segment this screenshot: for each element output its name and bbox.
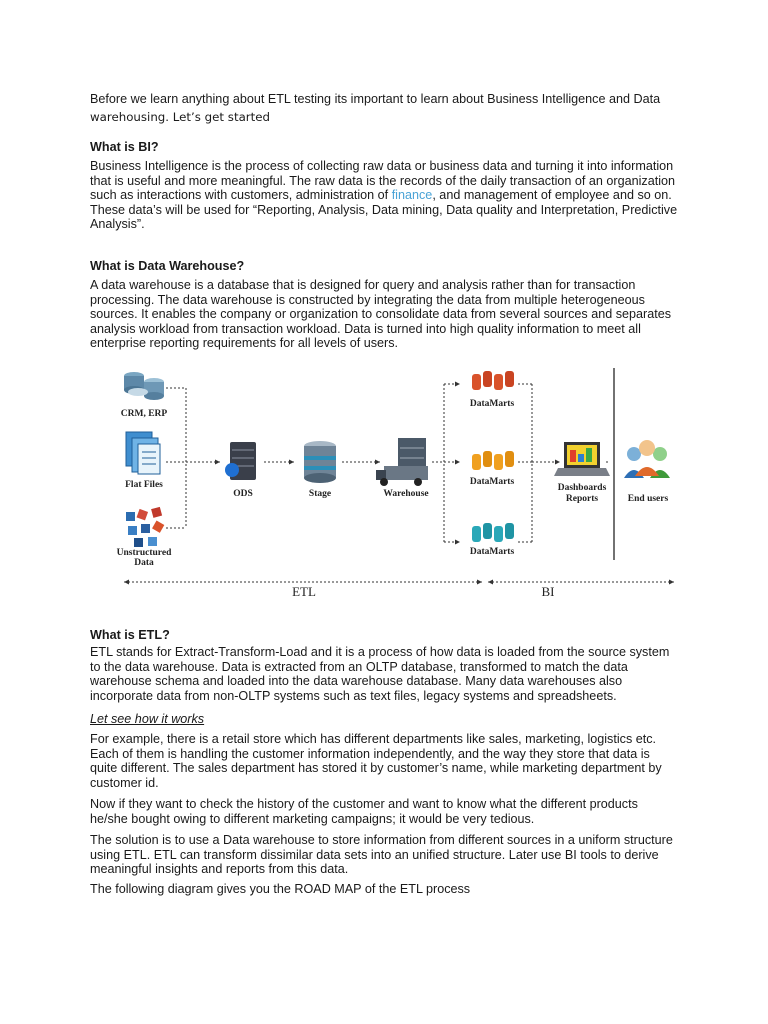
source-label-flat-files: Flat Files — [125, 480, 163, 490]
how-it-works-link[interactable]: Let see how it works — [90, 712, 205, 726]
history-paragraph: Now if they want to check the history of the customer and want to know what the different products he/she bought owing to different marketing campaigns; it would be very tedious. — [90, 797, 638, 826]
bi-text-1: Business Intelligence is the process of collecting raw data or business data and turning it into information that is useful and more meaningful. The raw data is the records of the daily transaction of an organization such as interactions with customers, administration of — [90, 159, 676, 202]
finance-link[interactable]: finance — [391, 188, 433, 202]
source-connectors — [166, 388, 186, 528]
dw-heading: What is Data Warehouse? — [90, 259, 245, 273]
reports-label-line-2: Reports — [565, 494, 599, 504]
datamart-teal-icon — [472, 523, 514, 542]
bi-paragraph — [90, 159, 680, 232]
datamart-red-icon — [472, 371, 514, 390]
intro-line-2: warehousing. Let’s get started — [90, 109, 271, 124]
etl-scale-label: ETL — [292, 584, 316, 599]
flat-files-icon — [126, 432, 160, 474]
datamart-label-3: DataMarts — [469, 547, 515, 557]
bi-heading: What is BI? — [90, 140, 159, 154]
dw-paragraph: A data warehouse is a database that is designed for query and analysis rather than for transaction processing. The data warehouse is constructed by integrating the data from multiple heterogeneous sources. It enables the company or organization to consolidate data from several sources and separates analysis workload from transaction workload. Data is turned into high quality information to meet all enterprise reporting requirements for all levels of users. — [90, 278, 672, 350]
source-label-crm: CRM, ERP — [120, 409, 168, 419]
etl-diagram — [108, 362, 680, 602]
bi-scale-label: BI — [541, 584, 555, 599]
stage-label-warehouse: Warehouse — [383, 489, 429, 499]
datamart-orange-icon — [472, 451, 514, 470]
end-users-label: End users — [627, 494, 669, 504]
datamart-label-1: DataMarts — [469, 399, 515, 409]
etl-paragraph: ETL stands for Extract-Transform-Load and it is a process of how data is loaded from the source system to the data warehouse. Data is extracted from an OLTP database, transformed to match the data warehouse schema and loaded into the data warehouse database. Many data warehouses also incorporate data from non-OLTP systems such as text files, legacy systems and spreadsheets. — [90, 645, 670, 703]
end-users-icon — [624, 440, 670, 478]
reports-label — [558, 483, 607, 504]
warehouse-truck-icon — [376, 438, 428, 486]
unstructured-data-icon — [126, 507, 164, 547]
source-label-unstructured — [117, 548, 172, 568]
unstructured-label-line-1: Unstructured — [116, 548, 172, 558]
datamart-label-2: DataMarts — [469, 477, 515, 487]
intro-paragraph — [90, 92, 680, 124]
bi-text-2: , and management of employee and so on. These data’s will be used for “Reporting, Analysis, Data mining, Data quality and Interpretation, Predictive Analysis”. — [90, 188, 678, 231]
roadmap-paragraph: The following diagram gives you the ROAD MAP of the ETL process — [90, 882, 471, 896]
unstructured-label-line-2: Data — [134, 558, 154, 568]
etl-heading: What is ETL? — [90, 628, 170, 642]
stage-database-icon — [304, 441, 336, 483]
crm-erp-icon — [124, 372, 164, 400]
reports-label-line-1: Dashboards — [557, 483, 607, 493]
intro-line-1: Before we learn anything about ETL testing its important to learn about Business Intelligence and Data — [90, 92, 661, 106]
stage-label-ods: ODS — [233, 489, 253, 499]
laptop-icon — [554, 442, 610, 476]
solution-paragraph: The solution is to use a Data warehouse to store information from different sources in a uniform structure using ETL. ETL can transform dissimilar data sets into an unified structure. Later use BI tools to derive meaningful insights and reports from this data. — [90, 833, 673, 876]
ods-server-icon — [225, 442, 256, 480]
example-paragraph: For example, there is a retail store which has different departments like sales, marketing, logistics etc. Each of them is handling the customer information independently, and the way they store that data is quite different. The sales department has stored it by customer’s name, while marketing department by customer id. — [90, 732, 662, 790]
stage-label-stage: Stage — [308, 489, 332, 499]
